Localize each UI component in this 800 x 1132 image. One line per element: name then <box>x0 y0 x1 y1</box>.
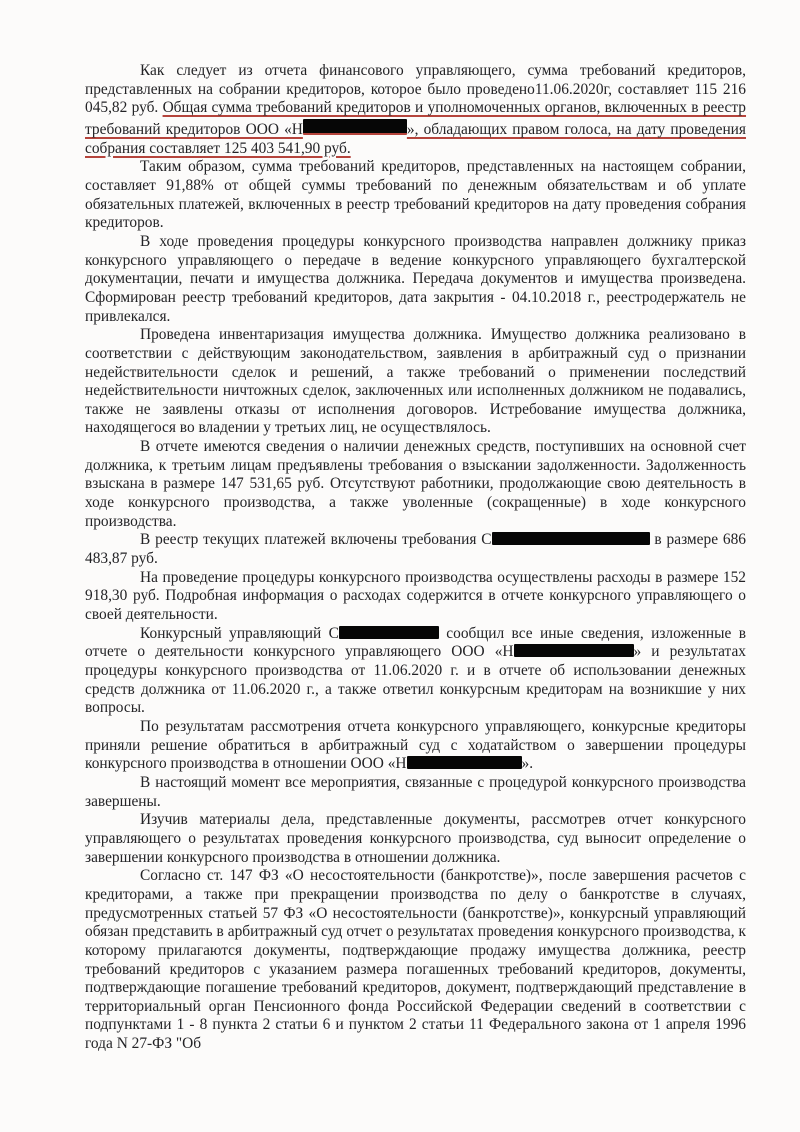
paragraph <box>85 811 746 867</box>
paragraph <box>85 531 746 568</box>
document-body <box>85 62 746 1054</box>
redaction-bar <box>407 756 522 769</box>
underlined-text: », обладающих правом голоса, на дату проведения собрания составляет 125 403 541,90 руб. <box>85 120 746 157</box>
paragraph <box>85 158 746 233</box>
text-segment: ». <box>521 755 534 773</box>
paragraph <box>85 62 746 158</box>
text-segment: В настоящий момент все мероприятия, связанные с процедурой конкурсного производства завершены. <box>85 773 746 810</box>
redaction-bar <box>339 626 439 639</box>
paragraph <box>85 625 746 718</box>
paragraph <box>85 569 746 625</box>
text-segment: Конкурсный управляющий С <box>140 624 339 642</box>
text-segment: сообщил все иные сведения, изложенные в отчете о деятельности конкурсного управляющего ООО «Н <box>85 624 746 661</box>
text-segment: На проведение процедуры конкурсного производства осуществлены расходы в размере 152 918,30 руб. Подробная информация о расходах содержится в отчете конкурсного управляющего о своей деятельности. <box>85 568 746 624</box>
text-segment: Таким образом, сумма требований кредиторов, представленных на настоящем собрании, составляет 91,88% от общей суммы требований по денежным обязательствам и об уплате обязательных платежей, включенных в реестр требований кредиторов на дату проведения собрания кредиторов. <box>85 158 746 232</box>
text-segment: Как следует из отчета финансового управляющего, сумма требований кредиторов, представленных на собрании кредиторов, которое было проведено11.06.2020г, составляет 115 216 045,82 руб. <box>85 62 746 117</box>
paragraph <box>85 233 746 326</box>
text-segment: В отчете имеются сведения о наличии денежных средств, поступивших на основной счет должника, к третьим лицам предъявлены требования о взыскании задолженности. Задолженность взыскана в размере 147 531,65 руб. Отсутствуют работники, продолжающие свою деятельность в ходе конкурсного производства, а также уволенные (сокращенные) в ходе конкурсного производства. <box>85 438 746 530</box>
text-segment: » и результатах процедуры конкурсного производства от 11.06.2020 г. и в отчете об использовании денежных средств должника от 11.06.2020 г., а также ответил конкурсным кредиторам на возникшие у них вопросы. <box>85 643 746 717</box>
paragraph <box>85 718 746 774</box>
redaction-bar <box>492 532 650 545</box>
text-segment: Согласно ст. 147 ФЗ «О несостоятельности (банкротстве)», после завершения расчетов с кредиторами, а также при прекращении производства по делу о банкротстве в случаях, предусмотренных статьей 57 ФЗ «О несостоятельности (банкротстве)», конкурсный управляющий обязан представить в арбитражный суд отчет о результатах проведения конкурсного производства, к которому прилагаются документы, подтверждающие продажу имущества должника, реестр требований кредиторов с указанием размера погашенных требований кредиторов, документы, подтверждающие погашение требований кредиторов, документ, подтверждающий представление в территориальный орган Пенсионного фонда Российской Федерации сведений в соответствии с подпунктами 1 - 8 пункта 2 статьи 6 и пунктом 2 статьи 11 Федерального закона от 1 апреля 1996 года N 27-ФЗ "Об <box>85 867 746 1053</box>
redaction-bar <box>514 644 634 657</box>
redaction-bar <box>303 119 407 135</box>
paragraph <box>85 774 746 811</box>
paragraph <box>85 867 746 1054</box>
underlined-text: Общая сумма требований кредиторов и уполномоченных органов, включенных в реестр требований кредиторов ООО «Н <box>85 99 747 138</box>
text-segment: По результатам рассмотрения отчета конкурсного управляющего, конкурсные кредиторы приняли решение обратиться в арбитражный суд с ходатайством о завершении процедуры конкурсного производства в отношении ООО «Н <box>85 717 746 773</box>
text-segment: в размере 686 483,87 руб. <box>85 531 746 568</box>
paragraph <box>85 438 746 531</box>
paragraph <box>85 326 746 438</box>
text-segment: В ходе проведения процедуры конкурсного производства направлен должнику приказ конкурсного управляющего о передаче в ведение конкурсного управляющего бухгалтерской документации, печати и имущества должника. Передача документов и имущества произведена. Сформирован реестр требований кредиторов, дата закрытия - 04.10.2018 г., реестродержатель не привлекался. <box>85 232 746 325</box>
text-segment: Проведена инвентаризация имущества должника. Имущество должника реализовано в соответствии с действующим законодательством, заявления в арбитражный суд о признании недействительности сделок и решений, а также требований о применении последствий недействительности ничтожных сделок, заключенных или исполненных должником не подавались, также не заявлены отказы от исполнения договоров. Истребование имущества должника, находящегося во владении у третьих лиц, не осуществлялось. <box>85 326 746 437</box>
text-segment: Изучив материалы дела, представленные документы, рассмотрев отчет конкурсного управляющего о результатах проведения конкурсного производства, суд выносит определение о завершении конкурсного производства в отношении должника. <box>85 811 746 866</box>
text-segment: В реестр текущих платежей включены требования С <box>140 531 492 549</box>
